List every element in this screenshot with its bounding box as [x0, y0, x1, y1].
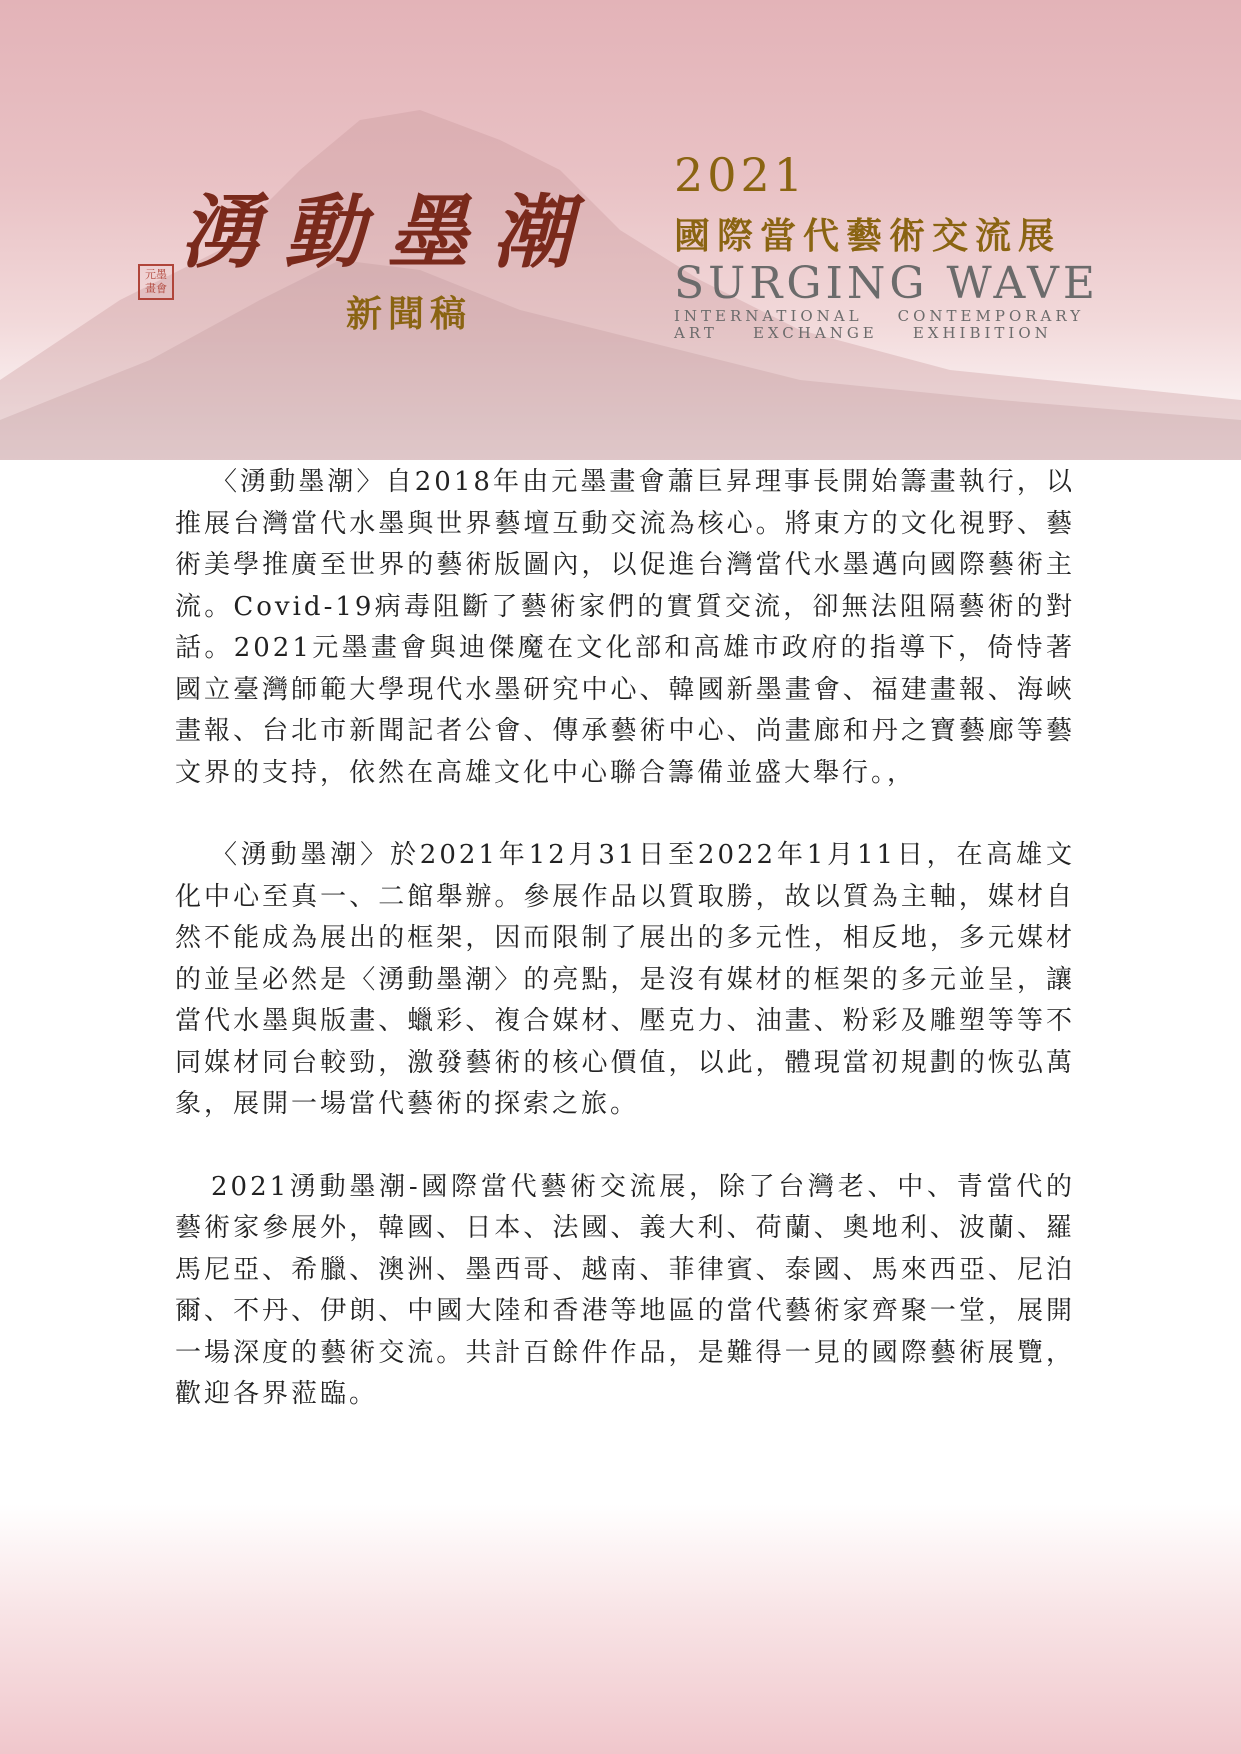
press-release-label: 新聞稿	[346, 293, 473, 335]
exhibition-year: 2021	[674, 148, 808, 202]
exhibition-subtitle-en: INTERNATIONAL CONTEMPORARY ART EXCHANGE EXHIBITION	[674, 307, 1085, 342]
paragraph-1: 〈湧動墨潮〉自2018年由元墨畫會蕭巨昇理事長開始籌畫執行，以推展台灣當代水墨與世界藝壇互動交流為核心。將東方的文化視野、藝術美學推廣至世界的藝術版圖內，以促進台灣當代水墨邁向國際藝術主流。Covid-19病毒阻斷了藝術家們的實質交流，卻無法阻隔藝術的對話。2021元墨畫會與迪傑魔在文化部和高雄市政府的指導下，倚恃著國立臺灣師範大學現代水墨研究中心、韓國新墨畫會、福建畫報、海峽畫報、台北市新聞記者公會、傳承藝術中心、尚畫廊和丹之寶藝廊等藝文界的支持，依然在高雄文化中心聯合籌備並盛大舉行。，	[175, 467, 1075, 788]
press-release-body	[175, 462, 1075, 1457]
exhibition-title-cn: 國際當代藝術交流展	[674, 215, 1062, 257]
exhibition-title-en: SURGING WAVE	[674, 258, 1100, 309]
paragraph-3: 2021湧動墨潮-國際當代藝術交流展，除了台灣老、中、青當代的藝術家參展外，韓國、日本、法國、義大利、荷蘭、奧地利、波蘭、羅馬尼亞、希臘、澳洲、墨西哥、越南、菲律賓、泰國、馬來西亞、尼泊爾、不丹、伊朗、中國大陸和香港等地區的當代藝術家齊聚一堂，展開一場深度的藝術交流。共計百餘件作品，是難得一見的國際藝術展覽，歡迎各界蒞臨。	[175, 1171, 1075, 1409]
footer-background	[0, 1504, 1241, 1754]
calligraphy-title: 湧動墨潮	[180, 185, 596, 279]
paragraph-2: 〈湧動墨潮〉於2021年12月31日至2022年1月11日，在高雄文化中心至真一、二館舉辦。參展作品以質取勝，故以質為主軸，媒材自然不能成為展出的框架，因而限制了展出的多元性，相反地，多元媒材的並呈必然是〈湧動墨潮〉的亮點，是沒有媒材的框架的多元並呈，讓當代水墨與版畫、蠟彩、複合媒材、壓克力、油畫、粉彩及雕塑等等不同媒材同台較勁，激發藝術的核心價值，以此，體現當初規劃的恢弘萬象，展開一場當代藝術的探索之旅。	[175, 840, 1075, 1119]
seal-stamp: 元墨畫會	[138, 264, 174, 300]
